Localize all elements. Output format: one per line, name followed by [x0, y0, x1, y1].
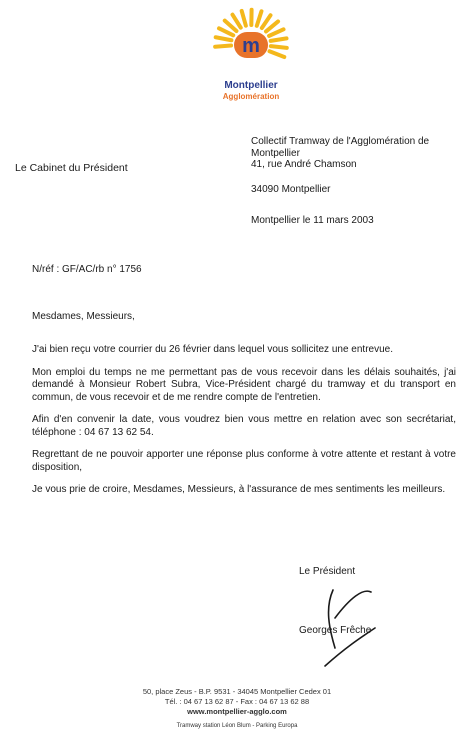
sun-ray — [257, 11, 262, 26]
sun-emblem-icon — [208, 4, 294, 80]
body-paragraph: Regrettant de ne pouvoir apporter une réponse plus conforme à votre attente et restant à votre disposition, — [32, 449, 456, 473]
body-paragraph: Mon emploi du temps ne me permettant pas de vous recevoir dans les délais souhaités, j'ai demandé à Monsieur Robert Subra, Vice-Président chargé du tramway et du transport en commun, de vous recevoir et de me rendre compte de l'entretien. — [32, 366, 456, 403]
sun-ray — [266, 21, 278, 31]
sun-ray — [262, 15, 271, 28]
emblem-letter-m: m — [242, 35, 260, 57]
letter-date: Montpellier le 11 mars 2003 — [251, 215, 374, 226]
footer-address: 50, place Zeus - B.P. 9531 - 34045 Montpellier Cedex 01 — [142, 687, 332, 696]
recipient-address — [251, 136, 461, 195]
sun-ray — [271, 46, 287, 48]
logo-name: Montpellier — [224, 80, 278, 91]
sun-ray — [242, 11, 246, 26]
letter-body — [32, 344, 456, 507]
footer-phone: Tél. : 04 67 13 62 87 - Fax : 04 67 13 62 88 — [164, 697, 310, 706]
body-paragraph: Je vous prie de croire, Mesdames, Messieurs, à l'assurance de mes sentiments les meilleurs. — [32, 484, 446, 495]
sun-ray — [233, 15, 241, 28]
footer-tram-info: Tramway station Léon Blum - Parking Europa — [176, 723, 298, 729]
recipient-line: Montpellier — [251, 147, 300, 159]
body-paragraph: Afin d'en convenir la date, vous voudrez bien vous mettre en relation avec son secrétariat, téléphone : 04 67 13 62 54. — [32, 414, 456, 438]
sun-ray — [215, 46, 231, 47]
sun-ray — [216, 37, 232, 40]
footer-website: www.montpellier-agglo.com — [187, 707, 287, 716]
signatory-name: Georges Frêche — [299, 625, 372, 636]
recipient-line: Collectif Tramway de l'Agglomération de — [251, 136, 430, 147]
body-paragraph: J'ai bien reçu votre courrier du 26 février dans lequel vous sollicitez une entrevue. — [32, 344, 393, 355]
sun-ray — [269, 29, 283, 36]
sun-ray — [271, 38, 287, 40]
sender-office: Le Cabinet du Président — [15, 162, 128, 174]
reference-number: N/réf : GF/AC/rb n° 1756 — [32, 264, 142, 275]
recipient-city: 34090 Montpellier — [251, 183, 331, 195]
montpellier-logo — [208, 4, 294, 104]
recipient-line: 41, rue André Chamson — [251, 159, 357, 170]
sun-ray — [219, 28, 233, 35]
logo-subtitle: Agglomération — [222, 92, 280, 101]
sun-ray — [225, 21, 237, 31]
letterhead-footer — [0, 687, 474, 731]
salutation: Mesdames, Messieurs, — [32, 311, 135, 322]
signatory-title: Le Président — [299, 566, 356, 577]
sun-ray — [269, 51, 284, 57]
